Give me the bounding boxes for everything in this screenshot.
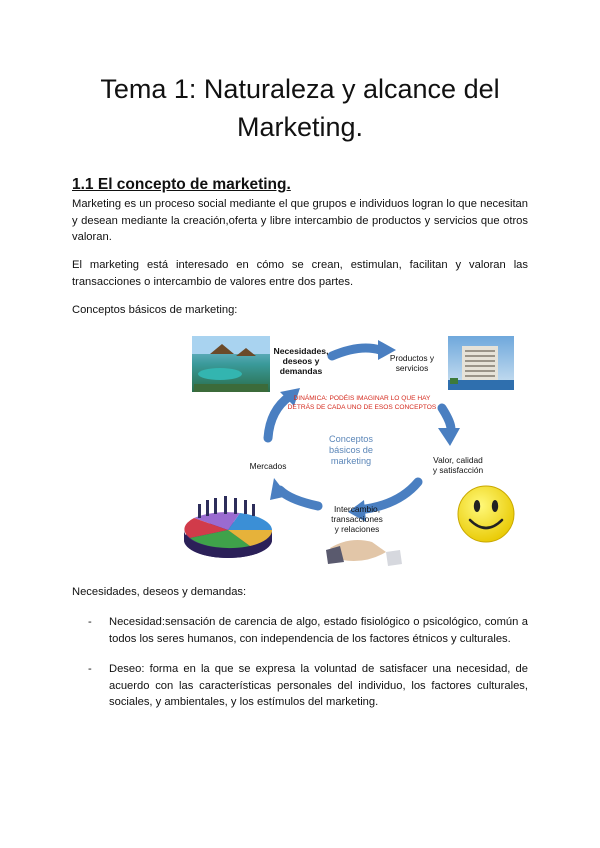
concepts-diagram (180, 330, 520, 575)
bullet-text: Deseo: forma en la que se expresa la voluntad de satisfacer una necesidad, de acuerdo con las características personales del individuo, los factores culturales, sociales, y ambientales, y los estímulos del marketing. (109, 663, 528, 708)
node-products: Productos y servicios (389, 353, 435, 373)
hotel-image (448, 336, 514, 390)
list-item-deseo (88, 661, 528, 711)
arrow-head-value (438, 428, 460, 446)
resort-image (192, 336, 270, 392)
bullet-dash: - (88, 663, 92, 675)
node-exchange: Intercambio, transacciones y relaciones (331, 504, 383, 534)
definitions-list (88, 614, 528, 725)
section-heading: 1.1 El concepto de marketing. (72, 176, 291, 193)
page-title: Tema 1: Naturaleza y alcance del Marketing. (100, 74, 500, 142)
center-label: Conceptos básicos de marketing (329, 434, 373, 466)
bullet-dash: - (88, 616, 92, 628)
dynamic-note: DINÁMICA: PODÉIS IMAGINAR LO QUE HAY DETRÁS DE CADA UNO DE ESOS CONCEPTOS (287, 395, 437, 411)
paragraph-definition: Marketing es un proceso social mediante el que grupos e individuos logran lo que necesitan y desean mediante la creación,oferta y libre intercambio de productos y servicios que otros valoran. (72, 198, 528, 243)
concepts-diagram-svg (180, 330, 520, 575)
bullet-text: Necesidad:sensación de carencia de algo, estado fisiológico o psicológico, común a todos los seres humanos, con independencia de los factores étnicos y culturales. (109, 616, 528, 645)
smiley-icon (458, 486, 514, 542)
list-item-necesidad (88, 614, 528, 647)
market-pie-image (184, 496, 272, 558)
paragraph-needs-heading: Necesidades, deseos y demandas: (72, 586, 247, 598)
node-value: Valor, calidad y satisfacción (432, 455, 484, 475)
node-needs: Necesidades, deseos y demandas (273, 346, 329, 376)
node-markets: Mercados (249, 461, 287, 471)
paragraph-concepts-intro: Conceptos básicos de marketing: (72, 304, 238, 316)
handshake-image (326, 540, 402, 566)
paragraph-interest: El marketing está interesado en cómo se crean, estimulan, facilitan y valoran las transacciones o intercambio de valores entre dos partes. (72, 259, 528, 288)
